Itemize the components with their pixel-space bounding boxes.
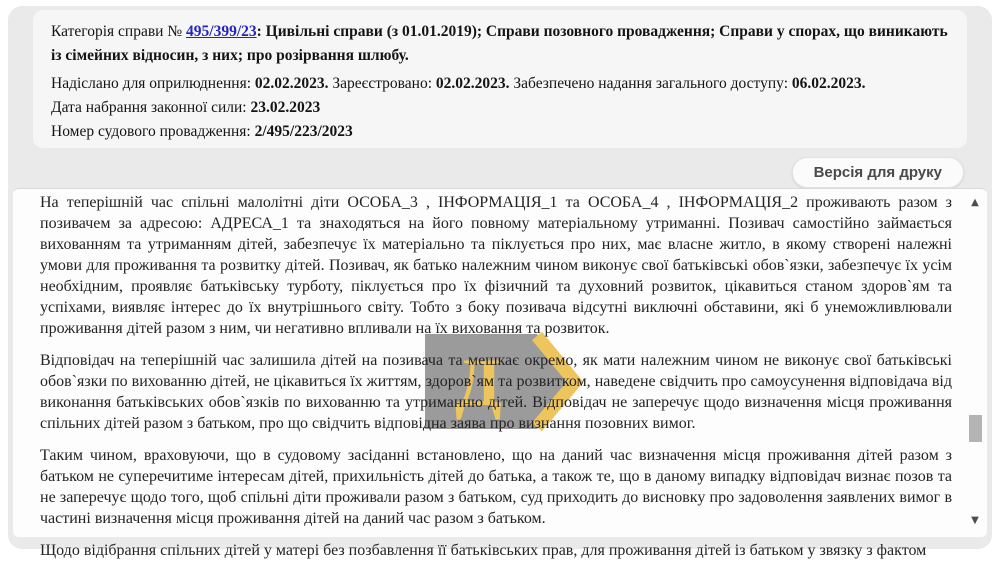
- case-metadata-panel: [33, 10, 967, 148]
- category-value: : Цивільні справи (з 01.01.2019); Справи позовного провадження; Справи у спорах, що виникають із сімейних відносин, з них; про розірвання шлюбу.: [51, 23, 948, 64]
- category-label: Категорія справи №: [51, 23, 187, 40]
- published-date: 02.02.2023.: [254, 75, 329, 92]
- scroll-up-icon[interactable]: ▲: [971, 197, 979, 208]
- registered-label: Зареєстровано:: [328, 75, 436, 92]
- publication-dates-line: [51, 72, 949, 96]
- decision-paragraph-2: Відповідач на теперішній час залишила дітей на позивача та мешкає окремо, як мати належним чином не виконує свої батьківські обов`язки по вихованню дітей, не цікавиться їх життям, здоров`ям та розвитком, наведене свідчить про самоусунення відповідача від виконання батьківських обов`язків по вихованню та утриманню дітей. Відповідач не заперечує щодо визначення місця проживання спільних дітей разом з батьком, про що свідчить відповідна заява про визнання позовних вимог.: [40, 352, 952, 432]
- case-number-link[interactable]: 495/399/23: [186, 23, 257, 40]
- case-category-line: [51, 20, 949, 68]
- registered-date: 02.02.2023.: [435, 75, 510, 92]
- access-date: 06.02.2023.: [791, 75, 866, 92]
- proceeding-label: Номер судового провадження:: [51, 123, 255, 140]
- decision-text: [40, 192, 952, 559]
- decision-paragraph-3: Таким чином, враховуючи, що в судовому засіданні встановлено, що на даний час визначення місця проживання дітей разом з батьком не суперечитиме інтересам дітей, прихильність дітей до батька, а також те, що в даному випадку відповідач визнає позов та не заперечує щодо того, щоб спільні діти проживали разом з батьком, суд приходить до висновку про задоволення заявлених вимог в частині визначення місця проживання дітей на даний час разом з батьком.: [40, 447, 952, 527]
- published-label: Надіслано для оприлюднення:: [51, 75, 255, 92]
- decision-text-panel: [13, 188, 987, 559]
- proceeding-number-line: [51, 120, 949, 144]
- print-version-button[interactable]: Версія для друку: [792, 157, 964, 188]
- scrollbar[interactable]: [965, 191, 985, 535]
- legal-force-line: [51, 96, 949, 120]
- scrollbar-thumb[interactable]: [969, 415, 982, 442]
- watermark-letter: Д: [455, 344, 502, 420]
- proceeding-number: 2/495/223/2023: [254, 123, 353, 140]
- legal-force-date: 23.02.2023: [250, 99, 321, 116]
- scroll-down-icon[interactable]: ▼: [971, 515, 979, 526]
- legal-force-label: Дата набрання законної сили:: [51, 99, 251, 116]
- decision-paragraph-4: Щодо відібрання спільних дітей у матері без позбавлення її батьківських прав, для проживання дітей із батьком у звязку з фактом: [40, 542, 927, 559]
- content-card: [8, 6, 992, 559]
- access-label: Забезпечено надання загального доступу:: [509, 75, 792, 92]
- decision-paragraph-1: На теперішній час спільні малолітні діти ОСОБА_3 , ІНФОРМАЦІЯ_1 та ОСОБА_4 , ІНФОРМАЦІЯ_2 проживають разом з позивачем за адресою: АДРЕСА_1 та знаходяться на його повному матеріальному утриманні. Позивач самостійно займається вихованням та утриманням дітей, забезпечує їх матеріально та піклується про них, має власне житло, в якому створені належні умови для проживання та розвитку дітей. Позивач, як батько належним чином виконує свої батьківські обов`язки, забезпечує їх усім необхідним, проявляє батьківську турботу, піклується про їх фізичний та духовний розвиток, цікавиться станом здоров`ям та успіхами, виявляє інтерес до їх внутрішнього світу. Тобто з боку позивача відсутні виключні обставини, які б унеможливлювали проживання дітей разом з ним, чи негативно впливали на їх виховання та розвиток.: [40, 194, 952, 337]
